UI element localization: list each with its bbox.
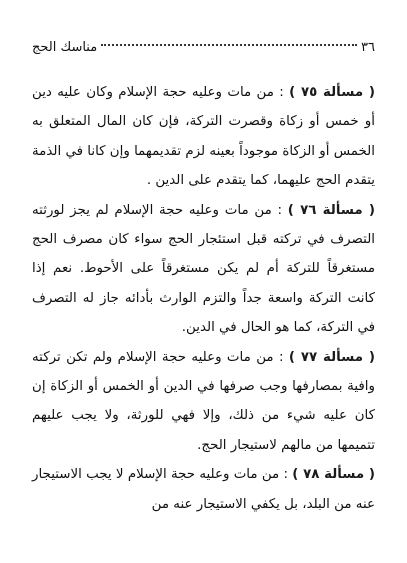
- masala-78-label: ( مسألة ٧٨ ): [292, 467, 375, 483]
- masala-77-paragraph: ( مسألة ٧٧ ) : من مات وعليه حجة الإسلام ولم تكن تركته وافية بمصارفها وجب صرفها في الدين أو الخمس أو الزكاة إن كان عليه شيء من ذلك، وإلا فهي للورثة، ولا يجب عليهم تتميمها من مالهم لاستيجار الحج.: [32, 349, 375, 453]
- masala-77-text: من مات وعليه حجة الإسلام ولم تكن تركته وافية بمصارفها وجب صرفها في الدين أو الخمس أو الزكاة إن كان عليه شيء من ذلك، وإلا فهي للورثة، ولا يجب عليهم تتميمها من مالهم لاستيجار الحج.: [32, 349, 375, 453]
- page-number: ٣٦: [361, 40, 375, 55]
- masala-75-paragraph: ( مسألة ٧٥ ) : من مات وعليه حجة الإسلام وكان عليه دين أو خمس أو زكاة وقصرت التركة، فإن كان المال المتعلق به الخمس أو الزكاة موجوداً بعينه لزم تقديمهما وإن كانا في الذمة يتقدم الحج عليهما، كما يتقدم على الدين .: [32, 85, 375, 189]
- masala-76-label: ( مسألة ٧٦ ): [287, 202, 375, 218]
- body-text: [32, 78, 375, 519]
- masala-78-text: من مات وعليه حجة الإسلام لا يجب الاستيجار عنه من البلد، بل يكفي الاستيجار عنه من: [32, 467, 375, 512]
- masala-76-paragraph: ( مسألة ٧٦ ) : من مات وعليه حجة الإسلام لم يجز لورثته التصرف في تركته قبل استئجار الحج سواء كان مصرف الحج مستغرقاً للتركة أم لم يكن مستغرقاً على الأحوط. نعم إذا كانت التركة واسعة جداً والتزم الوارث بأدائه جاز له التصرف في التركة، كما هو الحال في الدين.: [32, 202, 375, 336]
- masala-78-paragraph: ( مسألة ٧٨ ) : من مات وعليه حجة الإسلام لا يجب الاستيجار عنه من البلد، بل يكفي الاستيجار عنه من: [32, 467, 375, 512]
- running-title: مناسك الحج: [32, 40, 98, 55]
- page-header: [32, 38, 375, 60]
- masala-75-label: ( مسألة ٧٥ ): [289, 85, 375, 100]
- masala-77-label: ( مسألة ٧٧ ): [288, 349, 375, 365]
- header-leader-dots: [101, 44, 357, 46]
- masala-76-text: من مات وعليه حجة الإسلام لم يجز لورثته التصرف في تركته قبل استئجار الحج سواء كان مصرف الحج مستغرقاً للتركة أم لم يكن مستغرقاً على الأحوط. نعم إذا كانت التركة واسعة جداً والتزم الوارث بأدائه جاز له التصرف في التركة، كما هو الحال في الدين.: [32, 202, 375, 336]
- masala-75-text: من مات وعليه حجة الإسلام وكان عليه دين أو خمس أو زكاة وقصرت التركة، فإن كان المال المتعلق به الخمس أو الزكاة موجوداً بعينه لزم تقديمهما وإن كانا في الذمة يتقدم الحج عليهما، كما يتقدم على الدين .: [32, 85, 375, 189]
